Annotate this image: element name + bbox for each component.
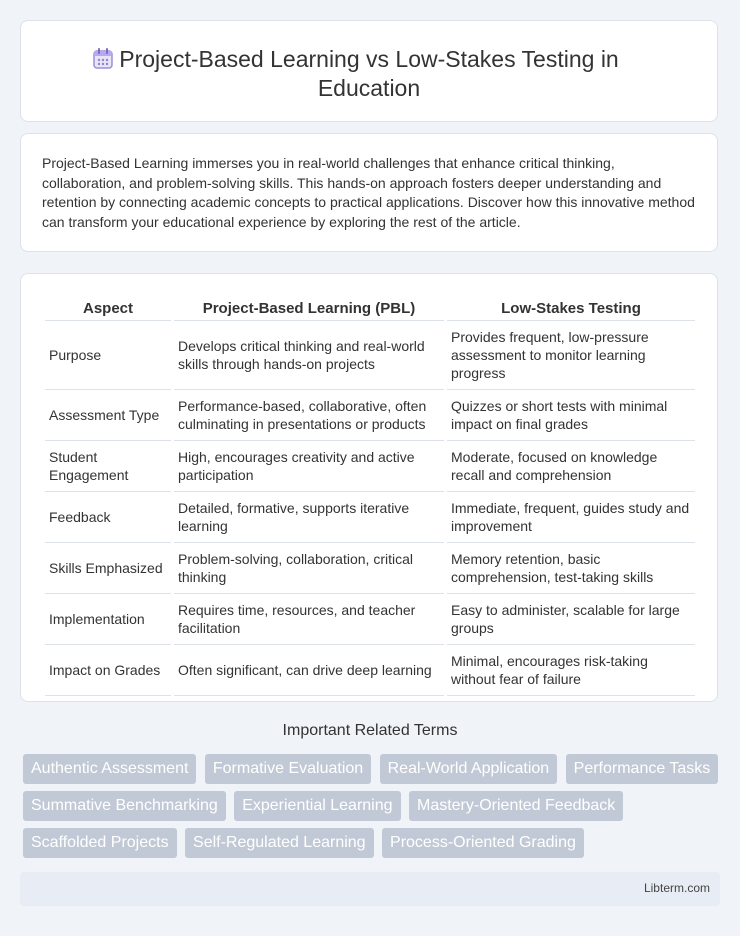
title-card — [20, 20, 718, 122]
row-low-stakes: Immediate, frequent, guides study and improvement — [447, 492, 695, 543]
footer — [20, 872, 720, 906]
row-low-stakes: Provides frequent, low-pressure assessment to monitor learning progress — [447, 321, 695, 390]
row-pbl: Requires time, resources, and teacher facilitation — [174, 594, 444, 645]
row-low-stakes: Quizzes or short tests with minimal impact on final grades — [447, 390, 695, 441]
tag-performance-tasks[interactable]: Performance Tasks — [566, 754, 719, 784]
related-terms-title: Important Related Terms — [282, 722, 458, 739]
row-aspect: Feedback — [45, 492, 171, 543]
comparison-table — [42, 294, 698, 696]
header-low-stakes: Low-Stakes Testing — [447, 294, 695, 321]
row-pbl: Problem-solving, collaboration, critical thinking — [174, 543, 444, 594]
table-row — [45, 390, 695, 441]
row-pbl: Develops critical thinking and real-world skills through hands-on projects — [174, 321, 444, 390]
intro-paragraph: Project-Based Learning immerses you in real-world challenges that enhance critical thinking, collaboration, and problem-solving skills. This hands-on approach fosters deeper understanding and retention by connecting academic concepts to practical applications. Discover how this innovative method can transform your educational experience by exploring the rest of the article. — [42, 155, 695, 230]
table-row — [45, 492, 695, 543]
row-pbl: Performance-based, collaborative, often culminating in presentations or products — [174, 390, 444, 441]
tag-authentic-assessment[interactable]: Authentic Assessment — [23, 754, 196, 784]
row-aspect: Skills Emphasized — [45, 543, 171, 594]
comparison-card — [20, 273, 718, 702]
header-pbl: Project-Based Learning (PBL) — [174, 294, 444, 321]
footer-site-link[interactable]: Libterm.com — [643, 881, 710, 895]
row-pbl: Often significant, can drive deep learning — [174, 645, 444, 696]
row-low-stakes: Easy to administer, scalable for large groups — [447, 594, 695, 645]
row-aspect: Purpose — [45, 321, 171, 390]
intro-card — [20, 133, 718, 252]
table-header-row — [45, 294, 695, 321]
tag-real-world-application[interactable]: Real-World Application — [380, 754, 558, 784]
table-row — [45, 321, 695, 390]
tag-mastery-oriented-feedback[interactable]: Mastery-Oriented Feedback — [409, 791, 623, 821]
tag-process-oriented-grading[interactable]: Process-Oriented Grading — [382, 828, 584, 858]
row-aspect: Assessment Type — [45, 390, 171, 441]
tag-formative-evaluation[interactable]: Formative Evaluation — [205, 754, 371, 784]
row-aspect: Impact on Grades — [45, 645, 171, 696]
table-row — [45, 645, 695, 696]
row-aspect: Implementation — [45, 594, 171, 645]
header-aspect: Aspect — [45, 294, 171, 321]
tag-experiential-learning[interactable]: Experiential Learning — [234, 791, 400, 821]
table-row — [45, 594, 695, 645]
tag-scaffolded-projects[interactable]: Scaffolded Projects — [23, 828, 177, 858]
tag-self-regulated-learning[interactable]: Self-Regulated Learning — [185, 828, 374, 858]
tag-summative-benchmarking[interactable]: Summative Benchmarking — [23, 791, 226, 821]
row-low-stakes: Memory retention, basic comprehension, test-taking skills — [447, 543, 695, 594]
row-pbl: Detailed, formative, supports iterative learning — [174, 492, 444, 543]
row-aspect: Student Engagement — [45, 441, 171, 492]
row-pbl: High, encourages creativity and active participation — [174, 441, 444, 492]
table-row — [45, 543, 695, 594]
page-title: Project-Based Learning vs Low-Stakes Testing in Education — [119, 46, 619, 101]
table-row — [45, 441, 695, 492]
row-low-stakes: Moderate, focused on knowledge recall and comprehension — [447, 441, 695, 492]
related-terms-list — [23, 754, 723, 865]
row-low-stakes: Minimal, encourages risk-taking without fear of failure — [447, 645, 695, 696]
